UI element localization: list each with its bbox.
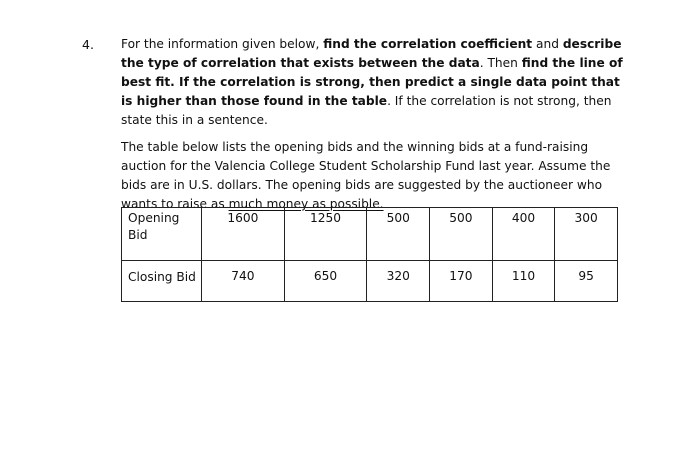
instruction-segment-bold: find the line of best fit. If the correlation is strong, then predict a single data point that is higher than those found in the table — [121, 56, 623, 108]
instruction-segment: and — [532, 37, 563, 51]
instruction-segment: For the information given below, — [121, 37, 324, 51]
table-cell: 95 — [555, 261, 618, 302]
table-cell: 650 — [284, 261, 367, 302]
instruction-segment: . Then — [479, 56, 522, 70]
table-cell: 500 — [430, 208, 493, 261]
table-cell: 170 — [430, 261, 493, 302]
row-header-opening-bid: Opening Bid — [122, 208, 202, 261]
instructions-paragraph — [121, 35, 627, 130]
question-number: 4. — [82, 37, 94, 52]
table-cell: 1600 — [202, 208, 285, 261]
table-cell: 300 — [555, 208, 618, 261]
instruction-segment: . If the correlation is not strong, then state this in a sentence. — [121, 94, 612, 127]
table-cell: 320 — [367, 261, 430, 302]
table-cell: 1250 — [284, 208, 367, 261]
table-cell: 400 — [492, 208, 555, 261]
instruction-segment-bold: find the correlation coefficient — [323, 37, 533, 51]
table-row — [122, 208, 618, 261]
context-text: The table below lists the opening bids and the winning bids at a fund-raising auction for the Valencia College Student Scholarship Fund last year. Assume the bids are in U.S. dollars. The opening bids are suggested by the auctioneer who wants to raise as — [121, 140, 611, 211]
bids-table — [121, 207, 618, 302]
context-paragraph — [121, 138, 627, 214]
table-cell: 740 — [202, 261, 285, 302]
table-row — [122, 261, 618, 302]
context-text-underlined: much money as possible. — [228, 197, 384, 211]
instruction-segment-bold: describe the type of correlation that exists between the data — [121, 37, 622, 70]
table-cell: 500 — [367, 208, 430, 261]
row-header-closing-bid: Closing Bid — [122, 261, 202, 302]
table-cell: 110 — [492, 261, 555, 302]
